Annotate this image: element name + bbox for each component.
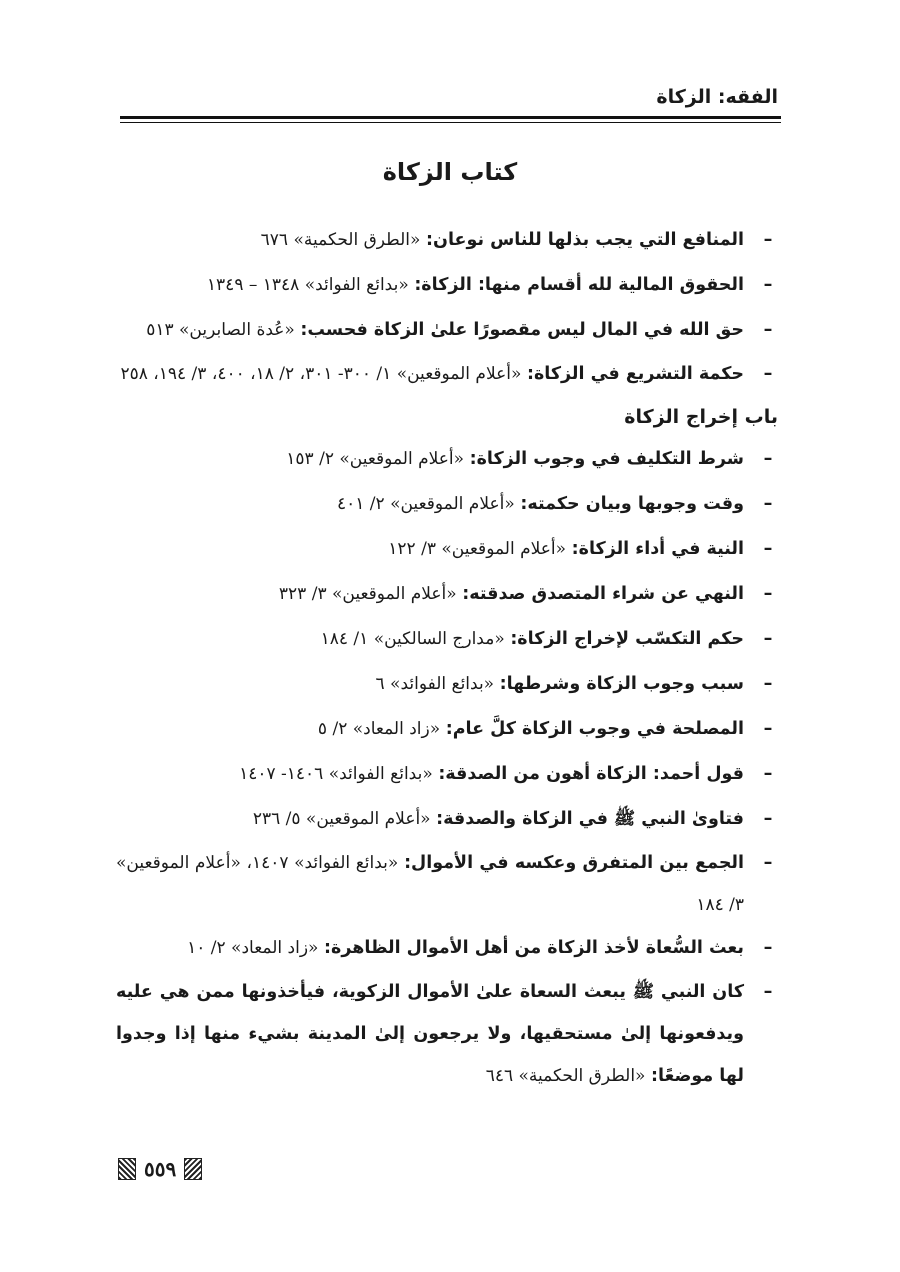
chapter-title: كتاب الزكاة (382, 158, 518, 186)
bullet-dash: – (763, 719, 773, 739)
entry-topic: فتاوىٰ النبي ﷺ في الزكاة والصدقة: (436, 809, 744, 829)
index-entry (116, 797, 778, 842)
entry-topic: الحقوق المالية لله أقسام منها: الزكاة: (414, 275, 744, 295)
entry-source: «بدائع الفوائد» ١٤٠٧، «أعلام الموقعين» ٣/ ١٨٤ (116, 853, 744, 915)
entry-source: «زاد المعاد» ٢/ ٥ (317, 719, 441, 739)
entry-source: «أعلام الموقعين» ٥/ ٢٣٦ (252, 809, 431, 829)
running-header: الفقه: الزكاة (656, 86, 778, 108)
entry-topic: شرط التكليف في وجوب الزكاة: (469, 449, 744, 469)
bullet-dash: – (763, 494, 773, 514)
index-entry (116, 308, 778, 353)
entry-topic: الجمع بين المتفرق وعكسه في الأموال: (404, 853, 745, 873)
entry-topic: حق الله في المال ليس مقصورًا علىٰ الزكاة فحسب: (300, 320, 744, 340)
entry-source: «الطرق الحكمية» ٦٤٦ (485, 1066, 646, 1086)
index-entry (116, 971, 778, 1097)
entry-source: «أعلام الموقعين» ٢/ ١٥٣ (286, 449, 465, 469)
index-entries (116, 218, 778, 1097)
entry-topic: كان النبي ﷺ يبعث السعاة علىٰ الأموال الزكوية، فيأخذونها ممن هي عليه ويدفعونها إلىٰ مستحقيها، ولا يرجعون إلىٰ المدينة بشيء منها إذا وجدوا لها موضعًا: (116, 982, 744, 1086)
ornament-icon (184, 1158, 202, 1180)
entry-source: «زاد المعاد» ٢/ ١٠ (187, 938, 319, 958)
bullet-dash: – (763, 629, 773, 649)
entry-source: «بدائع الفوائد» ١٣٤٨ – ١٣٤٩ (206, 275, 409, 295)
index-entry (116, 926, 778, 971)
index-entry (116, 527, 778, 572)
entry-source: «أعلام الموقعين» ٣/ ٣٢٣ (278, 584, 457, 604)
entry-source: «أعلام الموقعين» ٢/ ٤٠١ (337, 494, 515, 514)
entry-source: «بدائع الفوائد» ١٤٠٦- ١٤٠٧ (239, 764, 433, 784)
bullet-dash: – (763, 674, 773, 694)
bullet-dash: – (763, 275, 773, 295)
header-rule-thin (120, 122, 781, 123)
bullet-dash: – (763, 449, 773, 469)
entry-topic: المنافع التي يجب بذلها للناس نوعان: (426, 230, 744, 250)
bullet-dash: – (763, 764, 773, 784)
bullet-dash: – (763, 320, 773, 340)
entry-source: «أعلام الموقعين» ٣/ ١٢٢ (388, 539, 567, 559)
index-entry (116, 572, 778, 617)
bullet-dash: – (763, 938, 773, 958)
header-rule-thick (120, 116, 781, 119)
entry-source: «عُدة الصابرين» ٥١٣ (146, 320, 295, 340)
ornament-icon (118, 1158, 136, 1180)
entry-topic: بعث السُّعاة لأخذ الزكاة من أهل الأموال الظاهرة: (324, 938, 744, 958)
index-entry (116, 437, 778, 482)
entry-topic: حكم التكسّب لإخراج الزكاة: (510, 629, 744, 649)
entry-topic: النهي عن شراء المتصدق صدقته: (462, 584, 744, 604)
index-entry (116, 617, 778, 662)
index-entry (116, 707, 778, 752)
section-heading: باب إخراج الزكاة (624, 406, 778, 428)
entry-source: «أعلام الموقعين» ١/ ٣٠٠- ٣٠١، ٢/ ١٨، ٤٠٠، ٣/ ١٩٤، ٢٥٨ (120, 364, 522, 384)
index-entry (116, 662, 778, 707)
entry-source: «الطرق الحكمية» ٦٧٦ (260, 230, 421, 250)
entry-source: «بدائع الفوائد» ٦ (375, 674, 495, 694)
entry-topic: سبب وجوب الزكاة وشرطها: (499, 674, 744, 694)
index-entry (116, 218, 778, 263)
bullet-dash: – (763, 230, 773, 250)
entry-topic: وقت وجوبها وبيان حكمته: (520, 494, 744, 514)
entry-topic: حكمة التشريع في الزكاة: (526, 364, 744, 384)
bullet-dash: – (763, 364, 773, 384)
bullet-dash: – (763, 539, 773, 559)
page-footer (118, 1157, 202, 1181)
bullet-dash: – (763, 809, 773, 829)
entry-topic: المصلحة في وجوب الزكاة كلَّ عام: (445, 719, 744, 739)
index-entry (116, 263, 778, 308)
entry-topic: النية في أداء الزكاة: (571, 539, 744, 559)
index-entry (116, 752, 778, 797)
bullet-dash: – (763, 982, 773, 1002)
index-entry (116, 482, 778, 527)
bullet-dash: – (763, 584, 773, 604)
index-entry (116, 353, 778, 395)
bullet-dash: – (763, 853, 773, 873)
entry-topic: قول أحمد: الزكاة أهون من الصدقة: (438, 764, 744, 784)
entry-source: «مدارج السالكين» ١/ ١٨٤ (320, 629, 505, 649)
index-entry (116, 842, 778, 926)
page-number: ٥٥٩ (144, 1157, 177, 1181)
